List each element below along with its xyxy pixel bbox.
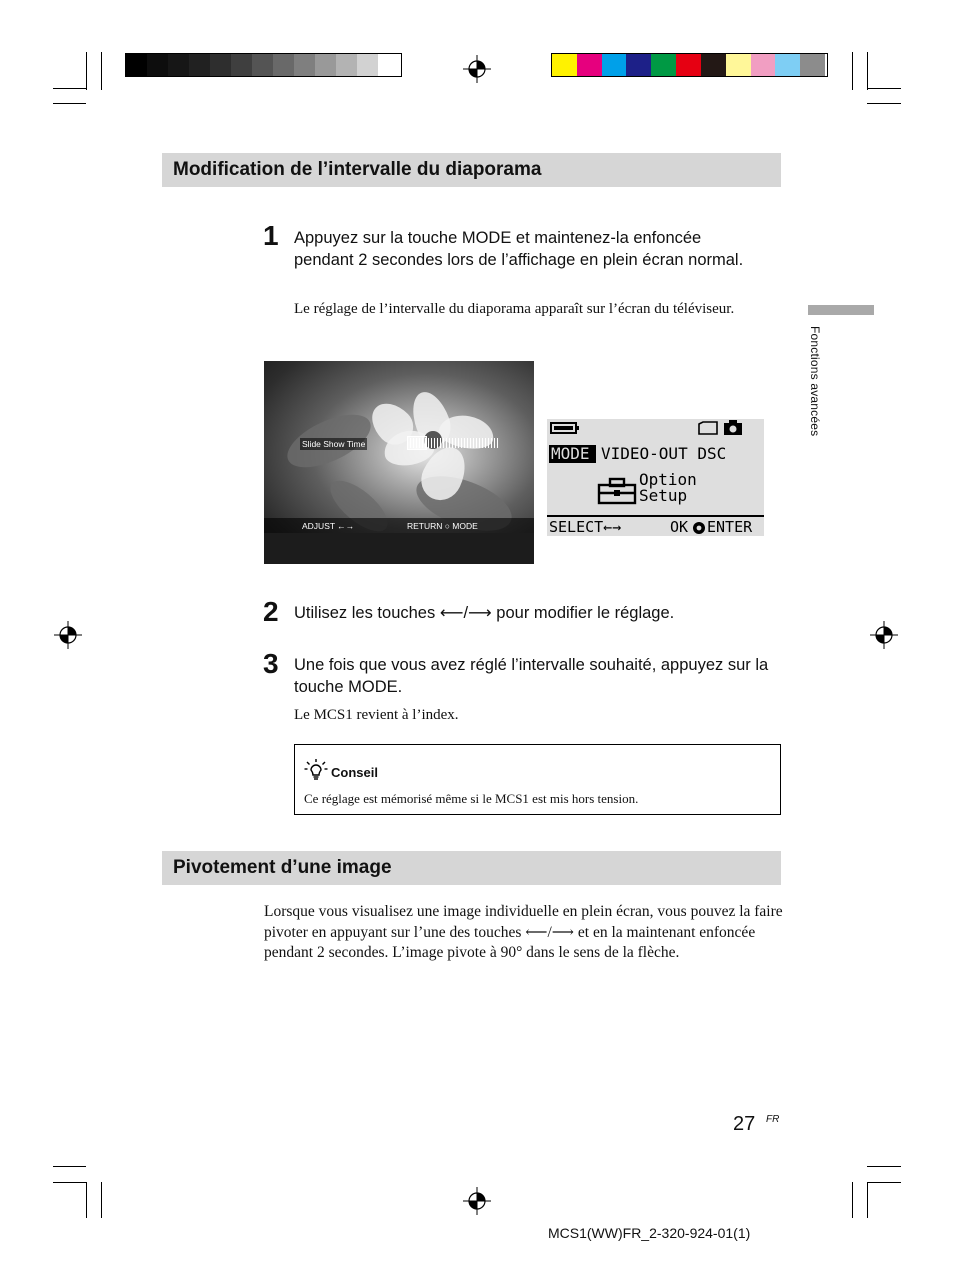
registration-target-icon <box>463 55 491 83</box>
gray-calibration-bar <box>125 53 402 77</box>
registration-target-icon <box>54 621 82 649</box>
lightbulb-icon <box>304 758 328 782</box>
return-hint: RETURN ○ MODE <box>407 521 478 531</box>
memory-card-icon <box>697 420 719 436</box>
side-tab-marker <box>808 305 874 315</box>
calibration-swatch <box>626 54 651 76</box>
lcd-title: VIDEO-OUT DSC <box>601 444 727 463</box>
footer-code: MCS1(WW)FR_2-320-924-01(1) <box>548 1225 751 1241</box>
calibration-swatch <box>552 54 577 76</box>
calibration-swatch <box>126 54 147 76</box>
calibration-swatch <box>273 54 294 76</box>
section-body: Lorsque vous visualisez une image individuelle en plein écran, vous pouvez la faire pivoter en appuyant sur l’une des touches ⟵/⟶ et en la maintenant enfoncée pendant 2 secondes. L’image pivote à 90° dans le sens de la flèche. <box>264 903 783 961</box>
lcd-option: Option <box>639 470 697 489</box>
step-note: Le MCS1 revient à l’index. <box>294 707 459 723</box>
calibration-swatch <box>210 54 231 76</box>
section-title: Modification de l’intervalle du diaporama <box>162 153 781 187</box>
slider-thumb <box>407 436 427 450</box>
calibration-swatch <box>231 54 252 76</box>
lcd-screen <box>547 419 764 536</box>
calibration-swatch <box>336 54 357 76</box>
lcd-ok: OK <box>670 518 689 536</box>
tip-title: Conseil <box>331 765 378 780</box>
calibration-swatch <box>147 54 168 76</box>
calibration-swatch <box>168 54 189 76</box>
calibration-swatch <box>357 54 378 76</box>
toolbox-icon <box>597 477 637 505</box>
page-number: 27 <box>733 1113 756 1135</box>
calibration-swatch <box>577 54 602 76</box>
adjust-hint: ADJUST ←→ <box>302 521 355 531</box>
tv-bottom-bar <box>264 518 534 533</box>
calibration-swatch <box>651 54 676 76</box>
mode-badge: MODE <box>549 445 596 463</box>
enter-icon <box>692 521 706 535</box>
battery-icon <box>550 421 580 435</box>
registration-target-icon <box>870 621 898 649</box>
calibration-swatch <box>378 54 399 76</box>
step-text: Une fois que vous avez réglé l’intervalle souhaité, appuyez sur la touche MODE. <box>294 656 769 696</box>
step-text: Utilisez les touches ⟵/⟶ pour modifier le réglage. <box>294 604 675 622</box>
tip-box <box>294 744 781 815</box>
step-number: 3 <box>263 648 279 679</box>
side-tab-label: Fonctions avancées <box>808 326 822 437</box>
calibration-swatch <box>294 54 315 76</box>
tv-screenshot <box>264 361 534 564</box>
step-note: Le réglage de l’intervalle du diaporama apparaît sur l’écran du téléviseur. <box>294 301 735 317</box>
slider-label: Slide Show Time <box>302 439 366 449</box>
slider-track <box>407 438 499 448</box>
calibration-swatch <box>189 54 210 76</box>
lcd-enter: ENTER <box>707 518 753 536</box>
calibration-swatch <box>252 54 273 76</box>
lcd-select: SELECT←→ <box>549 518 622 536</box>
calibration-swatch <box>751 54 776 76</box>
color-calibration-bar <box>551 53 828 77</box>
page-lang: FR <box>766 1114 780 1125</box>
tip-text: Ce réglage est mémorisé même si le MCS1 est mis hors tension. <box>304 791 639 806</box>
calibration-swatch <box>800 54 825 76</box>
step-text: Appuyez sur la touche MODE et maintenez-la enfoncée pendant 2 secondes lors de l’affichage en plein écran normal. <box>294 229 744 269</box>
step-number: 2 <box>263 596 279 627</box>
lcd-setup: Setup <box>639 486 688 505</box>
calibration-swatch <box>676 54 701 76</box>
calibration-swatch <box>726 54 751 76</box>
calibration-swatch <box>602 54 627 76</box>
step-number: 1 <box>263 220 279 251</box>
registration-target-icon <box>463 1187 491 1215</box>
camera-icon <box>723 419 743 436</box>
section-title: Pivotement d’une image <box>162 851 781 885</box>
calibration-swatch <box>701 54 726 76</box>
calibration-swatch <box>775 54 800 76</box>
calibration-swatch <box>315 54 336 76</box>
